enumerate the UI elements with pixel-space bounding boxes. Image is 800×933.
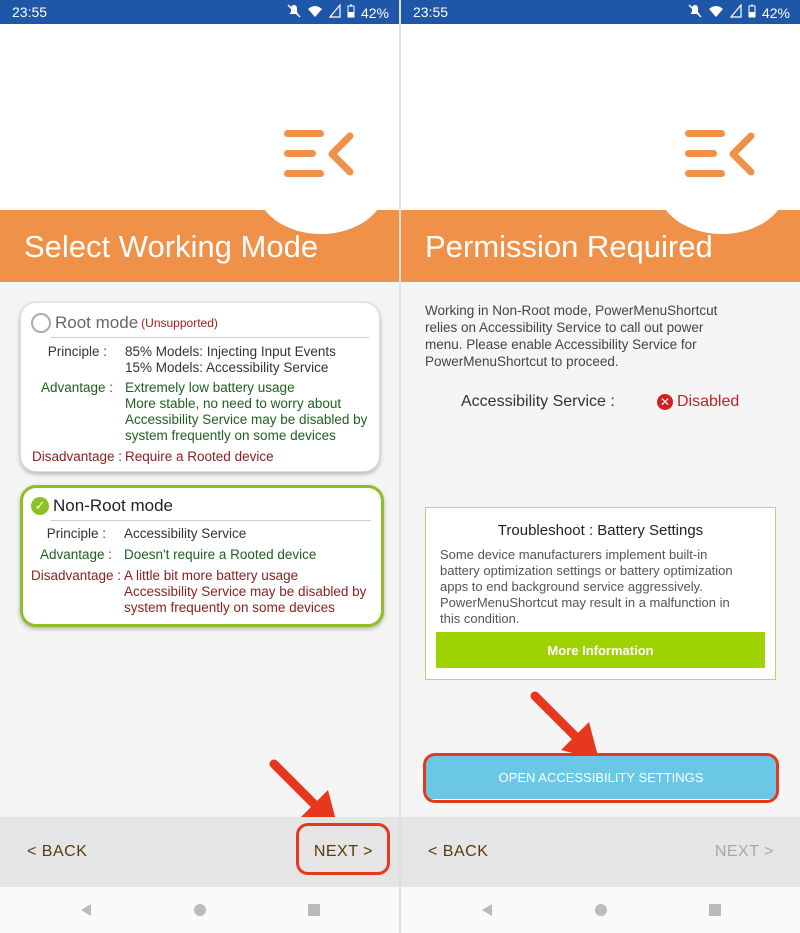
principle-label: Principle : (47, 344, 107, 359)
annotation-arrow-icon (529, 690, 609, 762)
troubleshoot-title: Troubleshoot : Battery Settings (497, 522, 704, 539)
description-line: Working in Non-Root mode, PowerMenuShortcut (425, 303, 718, 318)
advantage-text: Doesn't require a Rooted device (124, 547, 317, 562)
next-button[interactable]: NEXT > (714, 843, 774, 860)
accessibility-service-label: Accessibility Service : (461, 393, 615, 410)
advantage-line: system frequently on some devices (125, 428, 336, 443)
radio-unchecked-icon[interactable] (31, 313, 51, 333)
troubleshoot-panel (425, 507, 776, 680)
page-title: Permission Required (425, 229, 713, 264)
highlight-frame (423, 753, 779, 803)
permission-required-screen (401, 0, 800, 933)
troubleshoot-text (440, 547, 762, 627)
error-icon: ✕ (657, 394, 673, 410)
wifi-icon (307, 4, 323, 21)
disadvantage-line: system frequently on some devices (124, 600, 335, 615)
divider (51, 337, 369, 338)
open-accessibility-settings-button[interactable]: OPEN ACCESSIBILITY SETTINGS (426, 755, 776, 799)
accessibility-status-text: Disabled (677, 393, 740, 410)
signal-icon (730, 4, 742, 21)
troubleshoot-line: Some device manufacturers implement built-in (440, 547, 708, 562)
more-information-button[interactable]: More Information (436, 632, 765, 668)
accessibility-status (657, 393, 739, 411)
app-logo-icon (282, 126, 358, 188)
page-title: Select Working Mode (24, 229, 319, 264)
highlight-frame (296, 823, 390, 875)
disadvantage-text: Require a Rooted device (125, 449, 274, 464)
troubleshoot-line: PowerMenuShortcut may result in a malfunction in (440, 595, 730, 610)
back-button[interactable]: < BACK (27, 843, 88, 860)
permission-description (425, 302, 765, 370)
advantage-line: Extremely low battery usage (125, 380, 295, 395)
divider (51, 520, 371, 521)
principle-text: Accessibility Service (124, 526, 247, 541)
status-bar (0, 0, 399, 24)
nav-home-icon[interactable] (594, 903, 608, 917)
battery-icon (748, 4, 756, 21)
principle-line: 15% Models: Accessibility Service (125, 360, 329, 375)
disadvantage-line: Accessibility Service may be disabled by (124, 584, 367, 599)
principle-line: 85% Models: Injecting Input Events (125, 344, 336, 359)
checkmark-icon[interactable]: ✓ (31, 497, 49, 515)
description-line: relies on Accessibility Service to call out power (425, 320, 704, 335)
wifi-icon (708, 4, 724, 21)
unsupported-tag: (Unsupported) (141, 316, 218, 330)
disadvantage-label: Disadvantage : (31, 568, 122, 583)
signal-icon (329, 4, 341, 21)
back-button[interactable]: < BACK (428, 843, 489, 860)
advantage-line: Accessibility Service may be disabled by (125, 412, 368, 427)
status-time: 23:55 (12, 4, 48, 20)
mute-icon (287, 4, 301, 21)
root-mode-card[interactable] (20, 302, 380, 472)
advantage-line: More stable, no need to worry about (125, 396, 342, 411)
app-logo-icon (683, 126, 759, 188)
description-line: PowerMenuShortcut to proceed. (425, 354, 619, 369)
battery-percent: 42% (360, 4, 389, 21)
advantage-label: Advantage : (39, 547, 112, 562)
nav-back-icon[interactable] (480, 903, 494, 917)
nav-recents-icon[interactable] (708, 903, 722, 917)
principle-label: Principle : (46, 526, 106, 541)
troubleshoot-line: apps to end background service aggressively. (440, 579, 703, 594)
nav-home-icon[interactable] (193, 903, 207, 917)
mute-icon (688, 4, 702, 21)
advantage-label: Advantage : (40, 380, 113, 395)
troubleshoot-line: this condition. (440, 611, 520, 626)
battery-icon (347, 4, 355, 21)
troubleshoot-line: battery optimization settings or battery optimization (440, 563, 733, 578)
description-line: menu. Please enable Accessibility Service for (425, 337, 697, 352)
nav-recents-icon[interactable] (307, 903, 321, 917)
status-bar (401, 0, 800, 24)
select-working-mode-screen (0, 0, 399, 933)
root-mode-title: Root mode (55, 313, 139, 332)
disadvantage-line: A little bit more battery usage (124, 568, 299, 583)
status-time: 23:55 (413, 4, 449, 20)
nonroot-mode-card[interactable] (20, 485, 384, 627)
battery-percent: 42% (761, 4, 790, 21)
nav-back-icon[interactable] (79, 903, 93, 917)
next-button[interactable]: NEXT > (313, 843, 373, 860)
nonroot-mode-title: Non-Root mode (53, 496, 174, 515)
disadvantage-label: Disadvantage : (32, 449, 123, 464)
